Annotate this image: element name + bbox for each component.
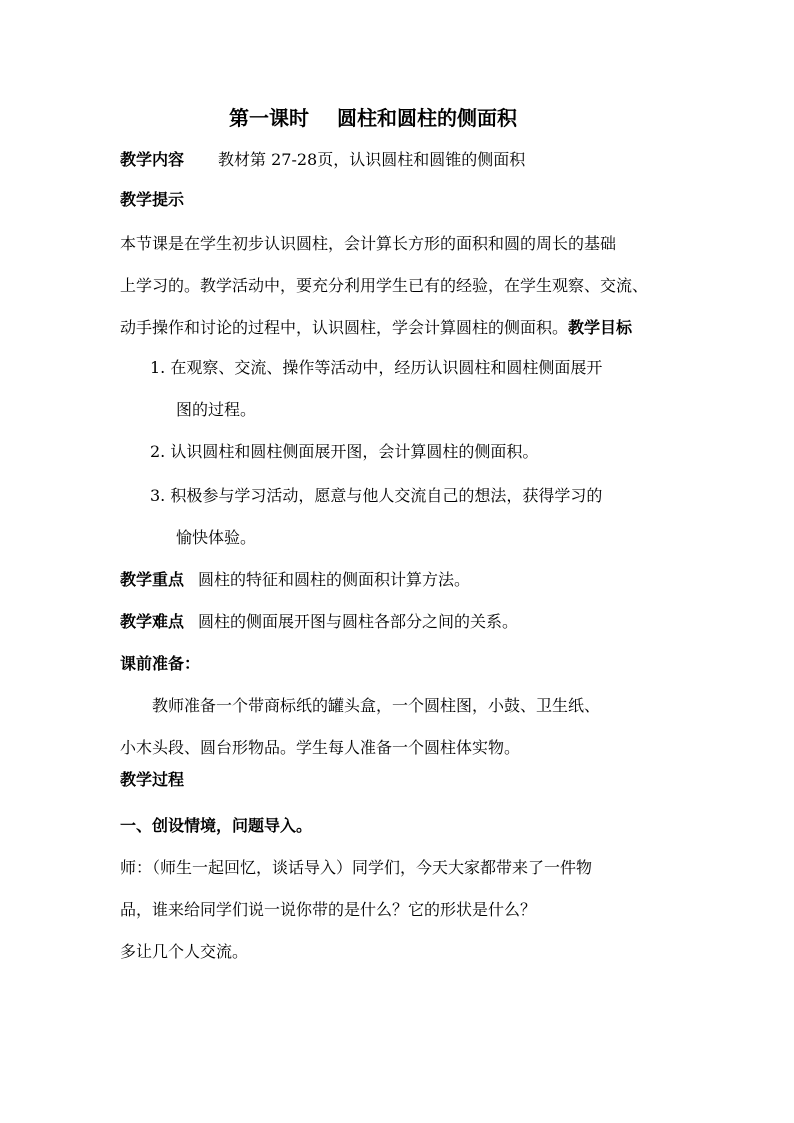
tips-line-1: 本节课是在学生初步认识圆柱，会计算长方形的面积和圆的周长的基础 [120,234,617,253]
difficulty-text: 圆柱的侧面展开图与圆柱各部分之间的关系。 [198,612,519,631]
tips-line-3 [120,318,632,338]
page-title [229,106,517,130]
goal-item-3-cont: 愉快体验。 [176,528,257,547]
key-point-label: 教学重点 [120,570,185,589]
goal-item-3-text: 积极参与学习活动，愿意与他人交流自己的想法，获得学习的 [170,486,603,505]
goal-item-2-num: 2. [150,442,166,461]
goal-item-2 [150,442,538,462]
title-lesson-number: 第一课时 [229,106,309,130]
goal-item-1 [150,358,602,378]
content-label: 教学内容 [120,150,185,169]
goal-item-1-cont: 图的过程。 [176,400,257,419]
goal-item-3-num: 3. [150,486,166,505]
prep-line-1: 教师准备一个带商标纸的罐头盒，一个圆柱图，小鼓、卫生纸、 [152,696,601,715]
goal-item-3 [150,486,602,506]
goal-item-2-text: 认识圆柱和圆柱侧面展开图，会计算圆柱的侧面积。 [170,442,539,461]
tips-label: 教学提示 [120,190,185,209]
prep-line-2: 小木头段、圆台形物品。学生每人准备一个圆柱体实物。 [120,738,521,757]
process-line-1: 师：（师生一起回忆，谈话导入）同学们，今天大家都带来了一件物 [120,858,593,877]
content-row [120,150,525,170]
title-topic: 圆柱和圆柱的侧面积 [337,106,517,130]
tips-line-3-text: 动手操作和讨论的过程中，认识圆柱，学会计算圆柱的侧面积。 [120,318,569,337]
prep-label: 课前准备： [120,654,201,673]
tips-line-2: 上学习的。教学活动中，要充分利用学生已有的经验，在学生观察、交流、 [120,276,649,295]
content-text: 教材第 27-28页，认识圆柱和圆锥的侧面积 [218,150,526,169]
key-point-text: 圆柱的特征和圆柱的侧面积计算方法。 [198,570,471,589]
difficulty-label: 教学难点 [120,612,185,631]
section-heading-1: 一、创设情境，问题导入。 [120,816,313,835]
process-line-2: 品，谁来给同学们说一说你带的是什么？它的形状是什么？ [120,900,537,919]
goals-label: 教学目标 [568,318,633,337]
key-point-row [120,570,470,590]
goal-item-1-text: 在观察、交流、操作等活动中，经历认识圆柱和圆柱侧面展开 [170,358,603,377]
goal-item-1-num: 1. [150,358,166,377]
process-label: 教学过程 [120,770,185,789]
difficulty-row [120,612,518,632]
process-line-3: 多让几个人交流。 [120,942,249,961]
